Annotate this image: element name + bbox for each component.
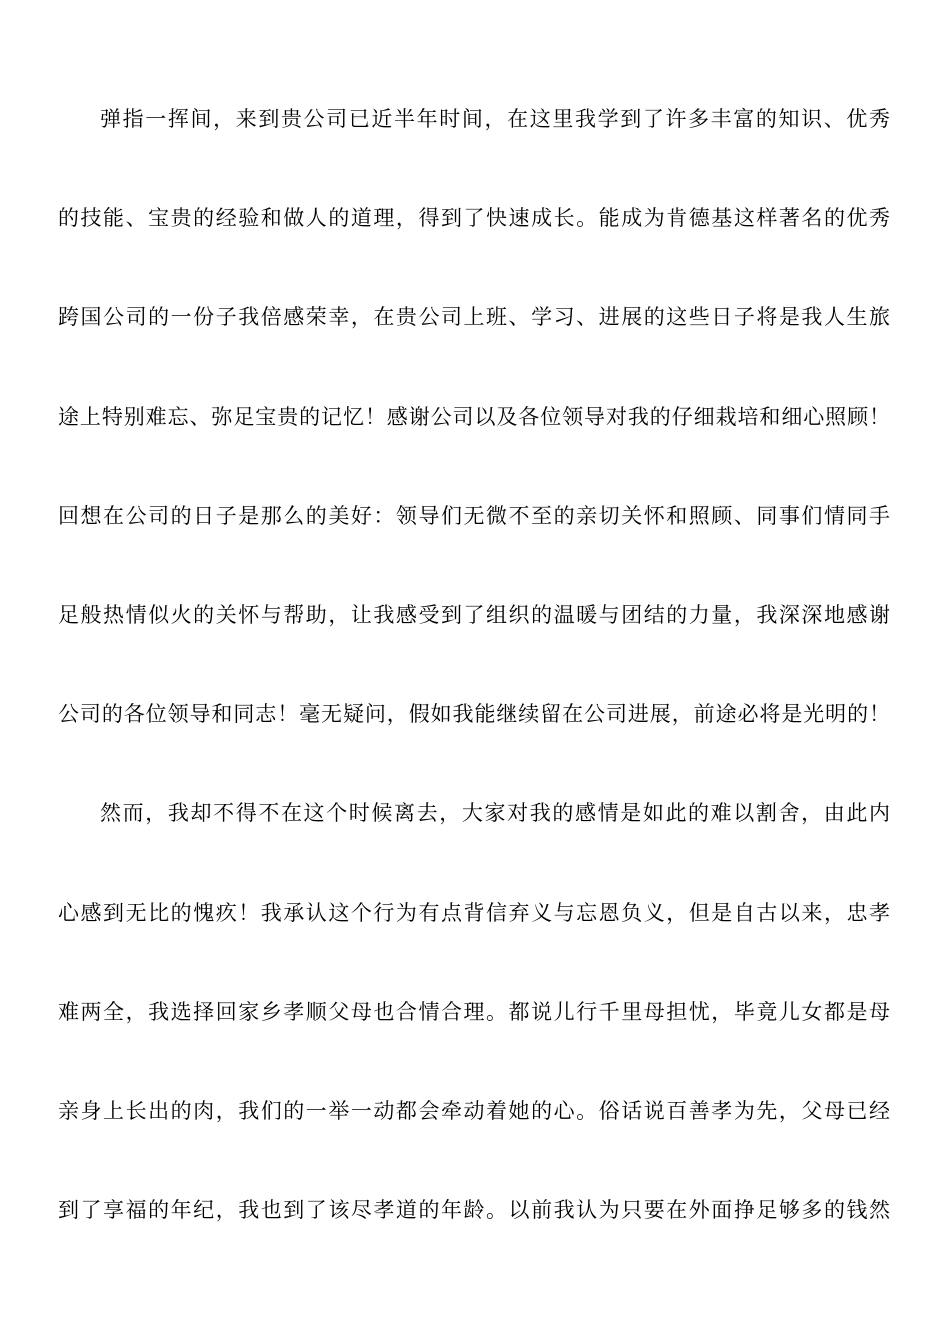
text-line: 难两全，我选择回家乡孝顺父母也合情合理。都说儿行千里母担忧，毕竟儿女都是母 (58, 999, 890, 1024)
text-line: 途上特别难忘、弥足宝贵的记忆！感谢公司以及各位领导对我的仔细栽培和细心照顾！ (58, 404, 890, 429)
text-line: 跨国公司的一份子我倍感荣幸，在贵公司上班、学习、进展的这些日子将是我人生旅 (58, 305, 890, 330)
text-line: 公司的各位领导和同志！毫无疑问，假如我能继续留在公司进展，前途必将是光明的！ (58, 702, 890, 727)
text-line: 到了享福的年纪，我也到了该尽孝道的年龄。以前我认为只要在外面挣足够多的钱然 (58, 1198, 890, 1223)
text-line: 然而，我却不得不在这个时候离去，大家对我的感情是如此的难以割舍，由此内 (100, 801, 890, 826)
text-line: 的技能、宝贵的经验和做人的道理，得到了快速成长。能成为肯德基这样著名的优秀 (58, 206, 890, 231)
text-line: 亲身上长出的肉，我们的一举一动都会牵动着她的心。俗话说百善孝为先，父母已经 (58, 1098, 890, 1123)
text-line: 足般热情似火的关怀与帮助，让我感受到了组织的温暖与团结的力量，我深深地感谢 (58, 602, 890, 627)
text-line: 心感到无比的愧疚！我承认这个行为有点背信弃义与忘恩负义，但是自古以来，忠孝 (58, 900, 890, 925)
document-body (58, 70, 890, 1260)
text-line: 回想在公司的日子是那么的美好：领导们无微不至的亲切关怀和照顾、同事们情同手 (58, 503, 890, 528)
text-line: 弹指一挥间，来到贵公司已近半年时间，在这里我学到了许多丰富的知识、优秀 (100, 107, 890, 131)
